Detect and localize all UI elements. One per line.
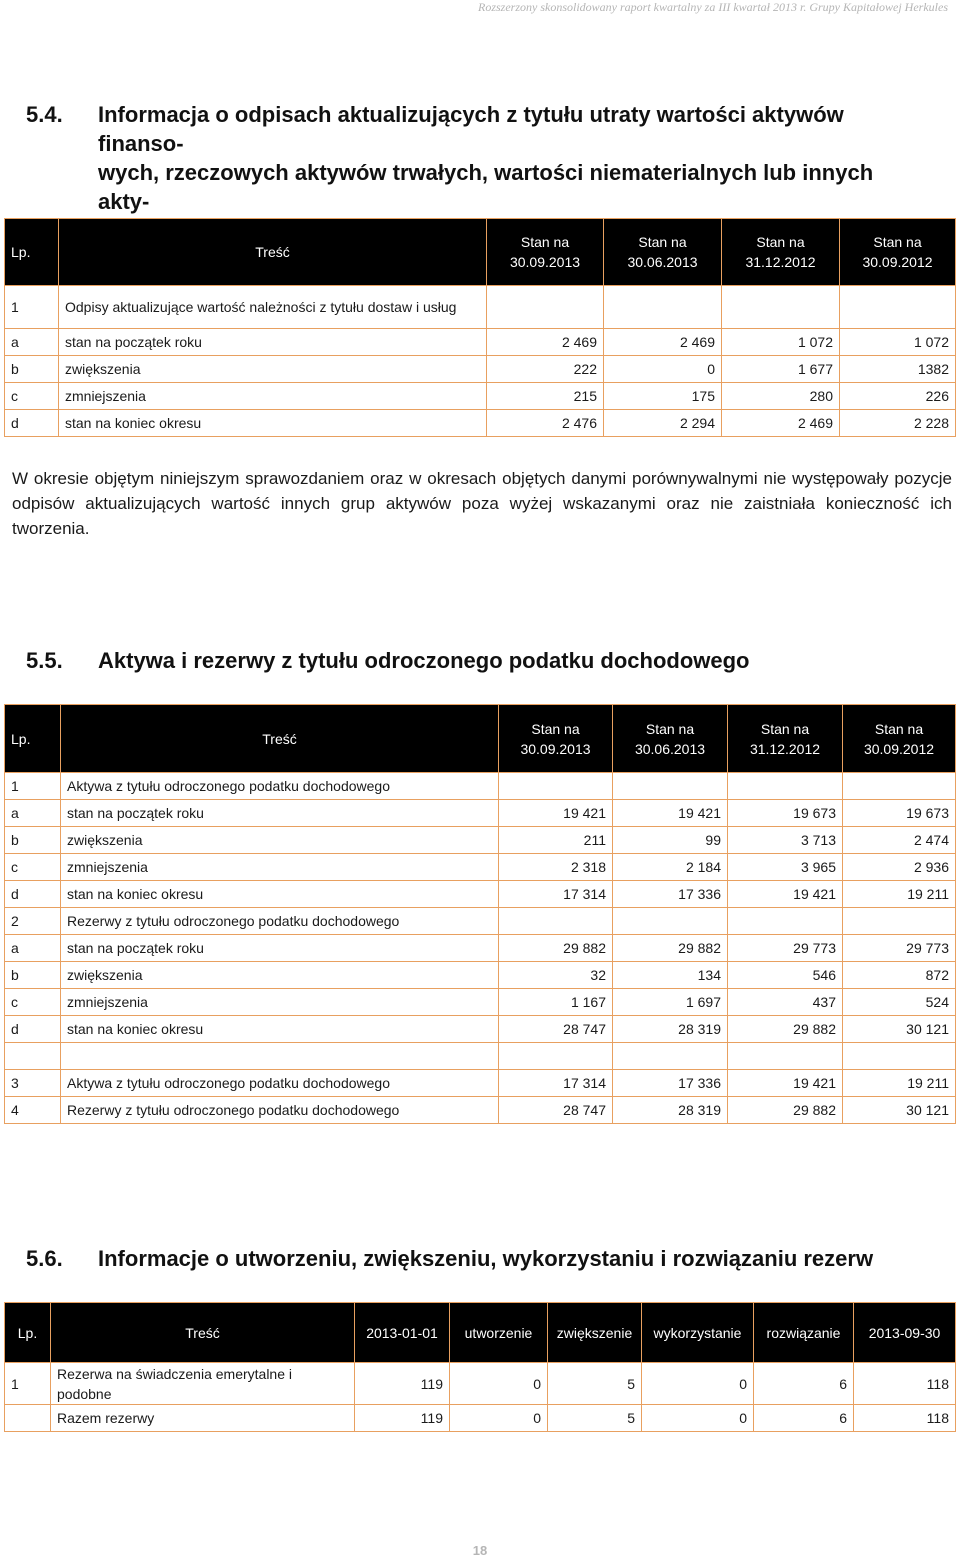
header-stan-na: Stan na [756,234,805,250]
header-stan-na: Stan na [531,720,580,737]
row-value: 3 965 [728,854,843,881]
row-value: 19 673 [728,800,843,827]
section-title-line: Informacja o odpisach aktualizujących z tytułu utraty wartości aktywów finanso- [98,102,844,156]
row-value: 3 713 [728,827,843,854]
row-value: 30 121 [843,1016,956,1043]
row-value: 1382 [840,356,956,383]
row-label: stan na koniec okresu [61,1016,499,1043]
row-value: 28 319 [613,1097,728,1124]
row-value: 119 [355,1405,450,1432]
row-value: 2 469 [604,329,722,356]
row-label: zmniejszenia [59,383,487,410]
header-date [499,705,613,773]
header-date-value: 30.09.2013 [520,740,591,757]
row-value: 19 421 [613,800,728,827]
header-stan-na: Stan na [645,720,695,737]
row-value: 0 [450,1363,548,1405]
row-value [499,908,613,935]
row-value: 2 476 [487,410,604,437]
row-value: 1 677 [722,356,840,383]
row-value [499,1043,613,1070]
header-lp: Lp. [5,1303,51,1363]
row-value [613,1043,728,1070]
table-row [5,1405,956,1432]
row-lp: 1 [5,773,61,800]
header-stan-na: Stan na [760,720,810,737]
row-value: 0 [450,1405,548,1432]
row-value: 524 [843,989,956,1016]
header-date-value: 31.12.2012 [745,254,816,270]
header-date [604,219,722,286]
header-date [722,219,840,286]
section-number: 5.5. [26,648,63,673]
row-value: 215 [487,383,604,410]
row-value: 211 [499,827,613,854]
row-lp: a [5,935,61,962]
header-stan-na: Stan na [873,234,922,250]
row-lp: 1 [5,286,59,329]
table-row [5,908,956,935]
row-value [728,773,843,800]
header-tresc: Treść [61,705,499,773]
table-row [5,962,956,989]
header-lp: Lp. [5,219,59,286]
row-lp: c [5,989,61,1016]
row-lp: 1 [5,1363,51,1405]
table-header-row [5,705,956,773]
row-value: 29 773 [728,935,843,962]
header-closing-balance: 2013-09-30 [854,1303,956,1363]
table-row [5,800,956,827]
row-value: 29 882 [728,1097,843,1124]
row-value [613,908,728,935]
row-value: 2 318 [499,854,613,881]
row-lp: 2 [5,908,61,935]
table-row [5,1043,956,1070]
row-value: 2 474 [843,827,956,854]
row-label: stan na początek roku [61,935,499,962]
row-value: 2 469 [487,329,604,356]
header-opening-balance: 2013-01-01 [355,1303,450,1363]
row-lp [5,1043,61,1070]
header-zwiekszenie: zwiększenie [548,1303,642,1363]
row-value: 1 697 [613,989,728,1016]
row-value: 17 336 [613,881,728,908]
row-label: zwiększenia [61,827,499,854]
header-rozwiazanie: rozwiązanie [754,1303,854,1363]
row-value: 0 [604,356,722,383]
row-value [843,908,956,935]
row-value: 19 211 [843,881,956,908]
row-value: 2 469 [722,410,840,437]
table-row [5,773,956,800]
row-value: 2 294 [604,410,722,437]
row-label: Rezerwy z tytułu odroczonego podatku dochodowego [61,1097,499,1124]
header-utworzenie: utworzenie [450,1303,548,1363]
row-label: stan na początek roku [59,329,487,356]
row-value: 175 [604,383,722,410]
row-value: 134 [613,962,728,989]
row-value: 1 167 [499,989,613,1016]
row-label: Razem rezerwy [51,1405,355,1432]
header-date [843,705,956,773]
row-label: zwiększenia [59,356,487,383]
section-title: Informacje o utworzeniu, zwiększeniu, wykorzystaniu i rozwiązaniu rezerw [98,1246,874,1271]
page-number: 18 [472,1543,488,1558]
row-value: 99 [613,827,728,854]
row-value: 29 882 [613,935,728,962]
row-value: 2 184 [613,854,728,881]
row-value [840,286,956,329]
row-value: 1 072 [840,329,956,356]
header-date [728,705,843,773]
table-row [5,881,956,908]
table-row [5,1363,956,1405]
table-row [5,383,956,410]
row-label: zmniejszenia [61,854,499,881]
row-value [843,1043,956,1070]
row-lp: a [5,800,61,827]
row-label: Rezerwa na świadczenia emerytalne i podobne [51,1363,355,1405]
row-label: Aktywa z tytułu odroczonego podatku dochodowego [61,1070,499,1097]
table-row [5,989,956,1016]
row-value: 0 [642,1363,754,1405]
row-value: 6 [754,1363,854,1405]
header-date [487,219,604,286]
row-value: 118 [854,1405,956,1432]
row-value: 119 [355,1363,450,1405]
table-row [5,410,956,437]
row-value: 17 314 [499,1070,613,1097]
header-stan-na: Stan na [638,234,687,250]
header-tresc: Treść [51,1303,355,1363]
table-row [5,935,956,962]
row-label: stan na koniec okresu [61,881,499,908]
row-value: 437 [728,989,843,1016]
row-value: 17 314 [499,881,613,908]
row-lp: a [5,329,59,356]
header-date [840,219,956,286]
row-value [613,773,728,800]
row-value [728,908,843,935]
row-lp: b [5,962,61,989]
row-value: 19 421 [499,800,613,827]
impairment-table [4,218,956,437]
section-number: 5.4. [26,102,63,127]
running-header: Rozszerzony skonsolidowany raport kwartalny za III kwartał 2013 r. Grupy Kapitałowej Herkules [478,0,948,14]
row-value: 222 [487,356,604,383]
row-value: 19 673 [843,800,956,827]
row-value [728,1043,843,1070]
row-value: 19 421 [728,1070,843,1097]
row-value: 19 211 [843,1070,956,1097]
row-lp: c [5,854,61,881]
row-value [604,286,722,329]
row-value: 546 [728,962,843,989]
table-header-row [5,1303,956,1363]
row-lp: b [5,827,61,854]
row-lp: c [5,383,59,410]
row-value: 19 421 [728,881,843,908]
row-value: 2 936 [843,854,956,881]
row-value: 872 [843,962,956,989]
row-value: 118 [854,1363,956,1405]
row-lp: d [5,881,61,908]
row-value: 1 072 [722,329,840,356]
row-value: 226 [840,383,956,410]
row-value [499,773,613,800]
row-value: 28 747 [499,1016,613,1043]
row-lp: d [5,410,59,437]
row-value: 29 882 [499,935,613,962]
table-row [5,329,956,356]
deferred-tax-table [4,704,956,1124]
header-wykorzystanie: wykorzystanie [642,1303,754,1363]
row-value: 280 [722,383,840,410]
header-date-value: 30.06.2013 [627,254,698,270]
header-date-value: 30.09.2012 [862,254,933,270]
row-label: Odpisy aktualizujące wartość należności z tytułu dostaw i usług [59,286,487,329]
row-label: zwiększenia [61,962,499,989]
table-row [5,1016,956,1043]
section-title-line: wych, rzeczowych aktywów trwałych, wartości niematerialnych lub innych akty- [98,160,874,214]
row-label: Rezerwy z tytułu odroczonego podatku dochodowego [61,908,499,935]
row-value: 28 319 [613,1016,728,1043]
row-value: 5 [548,1405,642,1432]
row-lp [5,1405,51,1432]
row-lp: 4 [5,1097,61,1124]
table-row [5,356,956,383]
row-value: 30 121 [843,1097,956,1124]
row-value: 2 228 [840,410,956,437]
row-value: 32 [499,962,613,989]
header-lp: Lp. [5,705,61,773]
row-label: zmniejszenia [61,989,499,1016]
row-lp: 3 [5,1070,61,1097]
row-lp: b [5,356,59,383]
row-value: 0 [642,1405,754,1432]
provisions-table [4,1302,956,1432]
row-label [61,1043,499,1070]
table-row [5,1070,956,1097]
row-value: 29 882 [728,1016,843,1043]
header-tresc: Treść [59,219,487,286]
table-row [5,854,956,881]
table-row [5,1097,956,1124]
header-date-value: 31.12.2012 [749,740,821,757]
row-value: 5 [548,1363,642,1405]
header-stan-na: Stan na [874,720,924,737]
row-value [722,286,840,329]
table-header-row [5,219,956,286]
row-label: Aktywa z tytułu odroczonego podatku dochodowego [61,773,499,800]
section-number: 5.6. [26,1246,63,1271]
row-value [487,286,604,329]
row-label: stan na koniec okresu [59,410,487,437]
header-date-value: 30.09.2013 [509,254,581,270]
row-lp: d [5,1016,61,1043]
header-date-value: 30.06.2013 [634,740,706,757]
row-value: 28 747 [499,1097,613,1124]
table-row [5,827,956,854]
row-value: 29 773 [843,935,956,962]
row-label: stan na początek roku [61,800,499,827]
header-date-value: 30.09.2012 [863,740,935,757]
table-row [5,286,956,329]
section-title: Aktywa i rezerwy z tytułu odroczonego podatku dochodowego [98,648,750,673]
header-stan-na: Stan na [520,234,570,250]
row-value: 6 [754,1405,854,1432]
row-value: 17 336 [613,1070,728,1097]
explanatory-paragraph: W okresie objętym niniejszym sprawozdaniem oraz w okresach objętych danymi porównywalnymi nie występowały pozycje odpisów aktualizujących wartość innych grup aktywów poza wyżej wskazanymi oraz nie zaistniała konieczność ich tworzenia. [12,469,952,538]
row-value [843,773,956,800]
header-date [613,705,728,773]
